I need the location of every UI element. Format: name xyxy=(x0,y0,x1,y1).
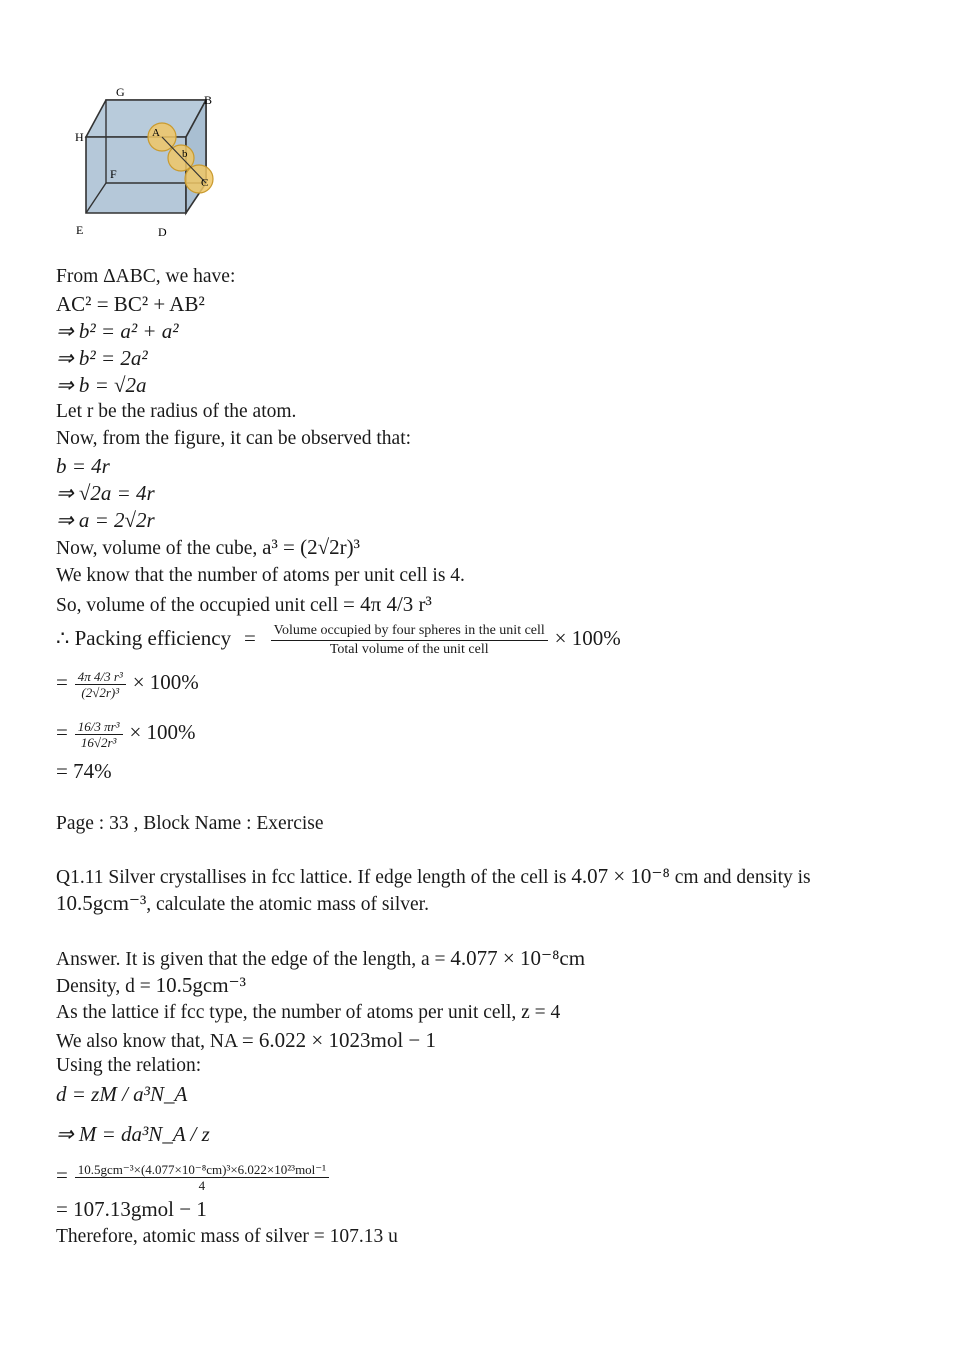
equation-2: ⇒ b² = a² + a² xyxy=(56,319,179,343)
answer-prefix: Answer. It is given that the edge of the length, a = xyxy=(56,949,446,970)
calculation-numerator: 10.5gcm⁻³×(4.077×10⁻⁸cm)³×6.022×10²³mol⁻¹ xyxy=(75,1162,329,1178)
calculation-line: = $\frac{\text{10.5gcm⁻³×(4.077×10⁻⁸cm)³×6.022×10²³mol⁻¹}}{4}$ xyxy=(56,1155,331,1197)
volume-cube-text: Now, volume of the cube, xyxy=(56,538,258,559)
label-g: G xyxy=(116,85,125,99)
fcc-cube-figure xyxy=(68,80,228,245)
relation-text: Using the relation: xyxy=(56,1055,202,1076)
label-f: F xyxy=(110,167,117,181)
atom-c xyxy=(185,165,213,193)
answer-edge-value: 4.077 × 10⁻⁸cm xyxy=(450,946,586,970)
density-formula: d = zM / a³N_A xyxy=(56,1082,188,1106)
step-1-denominator: (2√2r)³ xyxy=(81,685,120,701)
label-b-small: b xyxy=(182,148,188,160)
na-prefix: We also know that, NA xyxy=(56,1031,237,1052)
label-e: E xyxy=(76,223,84,237)
calculation-denominator: 4 xyxy=(198,1178,206,1194)
atoms-per-cell: We know that the number of atoms per unit cell is 4. xyxy=(56,565,465,586)
step-1-line: = $\frac{\text{4π 4/3 r³}}{\text{(2√2r)³}}$ × 100% xyxy=(56,669,199,701)
calculation-fraction xyxy=(75,1162,329,1193)
occupied-expr: = 4π 4/3 r³ xyxy=(343,592,432,616)
packing-denominator: Total volume of the unit cell xyxy=(329,642,489,658)
page-info: Page : 33 , Block Name : Exercise xyxy=(56,813,324,834)
question-line-1 xyxy=(56,864,811,890)
na-line xyxy=(56,1028,436,1054)
lattice-text: As the lattice if fcc type, the number of atoms per unit cell, z = 4 xyxy=(56,1002,561,1023)
label-a: A xyxy=(152,127,160,139)
step-2-times: × 100% xyxy=(129,720,196,744)
step-2-fraction xyxy=(75,719,123,750)
equation-3: ⇒ b² = 2a² xyxy=(56,346,148,370)
packing-label: ∴ Packing efficiency xyxy=(56,626,232,650)
label-h: H xyxy=(75,130,84,144)
equation-5: b = 4r xyxy=(56,454,110,478)
radius-text: Let r be the radius of the atom. xyxy=(56,401,297,422)
packing-result: = 74% xyxy=(56,759,112,783)
conclusion: Therefore, atomic mass of silver = 107.13 u xyxy=(56,1226,398,1247)
observe-text: Now, from the figure, it can be observed that: xyxy=(56,428,412,449)
equation-1: AC² = BC² + AB² xyxy=(56,292,205,316)
question-line-2-suffix: , calculate the atomic mass of silver. xyxy=(146,894,429,915)
equation-4: ⇒ b = √2a xyxy=(56,373,147,397)
step-1-numerator: 4π 4/3 r³ xyxy=(75,669,126,685)
density-prefix: Density, d = xyxy=(56,976,151,997)
volume-cube-line xyxy=(56,535,360,561)
question-prefix: Q1.11 Silver crystallises in fcc lattice. If edge length of the cell is xyxy=(56,867,567,888)
label-d: D xyxy=(158,225,167,239)
equation-6: ⇒ √2a = 4r xyxy=(56,481,155,505)
question-density-value: 10.5gcm⁻³ xyxy=(56,891,147,915)
step-1-times: × 100% xyxy=(132,670,199,694)
packing-numerator: Volume occupied by four spheres in the unit cell xyxy=(271,622,548,641)
answer-density-line xyxy=(56,973,246,999)
step-1-fraction xyxy=(75,669,126,700)
label-c: C xyxy=(201,177,209,189)
cube-top-face xyxy=(86,100,206,137)
question-line-2 xyxy=(56,891,429,917)
answer-line-1 xyxy=(56,946,585,972)
step-2-line: = $\frac{\text{16/3 πr³}}{\text{16√2r³}}$ × 100% xyxy=(56,719,196,751)
equation-7: ⇒ a = 2√2r xyxy=(56,508,155,532)
mass-formula: ⇒ M = da³N_A / z xyxy=(56,1122,210,1146)
volume-cube-expr: a³ = (2√2r)³ xyxy=(262,535,360,559)
triangle-intro: From ΔABC, we have: xyxy=(56,266,236,287)
packing-efficiency-line: ∴ Packing efficiency = $\frac{\text{Volume occupied by four spheres in the unit cell}}{\text{Total volume of the unit cell}}$ × 100% xyxy=(56,623,621,658)
question-edge-value: 4.07 × 10⁻⁸ xyxy=(571,864,670,888)
step-2-numerator: 16/3 πr³ xyxy=(75,719,123,735)
occupied-text: So, volume of the occupied unit cell xyxy=(56,595,339,616)
label-b: B xyxy=(204,93,213,107)
packing-times: × 100% xyxy=(554,626,621,650)
packing-fraction xyxy=(271,622,548,659)
density-value: 10.5gcm⁻³ xyxy=(155,973,246,997)
na-value: = 6.022 × 1023mol − 1 xyxy=(241,1028,437,1052)
occupied-volume-line xyxy=(56,592,432,618)
calculation-result: = 107.13gmol − 1 xyxy=(56,1197,207,1221)
step-2-denominator: 16√2r³ xyxy=(80,735,117,751)
question-suffix: cm and density is xyxy=(674,867,811,888)
